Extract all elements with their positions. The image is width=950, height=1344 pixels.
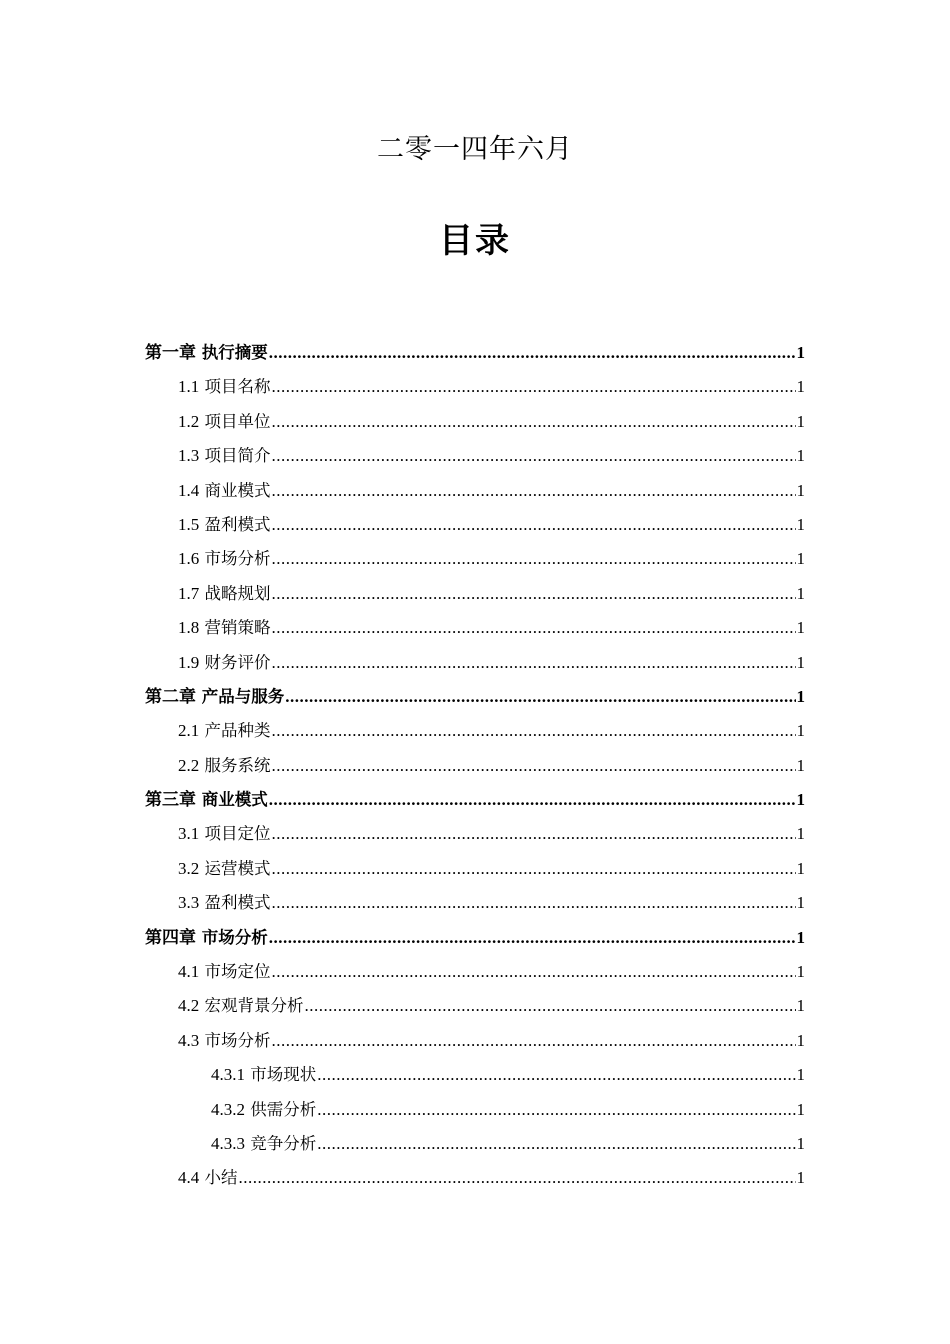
toc-entry-number: 4.4 <box>178 1168 200 1188</box>
toc-entry-title: 盈利模式 <box>204 893 271 913</box>
toc-entry-label <box>145 921 268 955</box>
toc-section-entry[interactable] <box>145 817 805 851</box>
toc-section-entry[interactable] <box>145 646 805 680</box>
toc-chapter-entry[interactable] <box>145 783 805 817</box>
toc-page-number: 1 <box>796 1133 805 1153</box>
toc-entry-number: 2.1 <box>178 721 200 741</box>
toc-dot-leader <box>272 817 796 851</box>
toc-chapter-entry[interactable] <box>145 921 805 955</box>
toc-entry-title: 商业模式 <box>201 790 268 810</box>
toc-page-number: 1 <box>796 480 805 500</box>
toc-section-entry[interactable] <box>145 405 805 439</box>
toc-entry-number: 1.9 <box>178 652 200 672</box>
toc-entry-label <box>178 405 271 439</box>
toc-entry-number: 4.1 <box>178 962 200 982</box>
table-of-contents <box>145 336 805 1196</box>
toc-entry-number: 1.4 <box>178 480 200 500</box>
toc-dot-leader <box>272 577 796 611</box>
toc-entry-title: 市场现状 <box>250 1065 317 1085</box>
toc-section-entry[interactable] <box>145 1093 805 1127</box>
toc-entry-label <box>178 542 271 576</box>
toc-entry-number: 4.3.2 <box>211 1099 245 1119</box>
toc-entry-label <box>178 817 271 851</box>
toc-dot-leader <box>272 611 796 645</box>
toc-page-number: 1 <box>796 1168 805 1188</box>
toc-entry-number: 第一章 <box>145 343 196 362</box>
toc-dot-leader <box>272 749 796 783</box>
toc-dot-leader <box>317 1127 795 1161</box>
toc-dot-leader <box>272 646 796 680</box>
toc-dot-leader <box>317 1058 795 1092</box>
toc-dot-leader <box>269 336 796 370</box>
toc-entry-number: 1.8 <box>178 618 200 638</box>
toc-page-number: 1 <box>796 893 805 913</box>
toc-dot-leader <box>272 852 796 886</box>
toc-entry-label <box>178 1024 271 1058</box>
toc-entry-label <box>211 1093 316 1127</box>
toc-dot-leader <box>269 921 796 955</box>
toc-entry-label <box>145 336 268 370</box>
toc-entry-title: 盈利模式 <box>204 514 271 534</box>
toc-section-entry[interactable] <box>145 852 805 886</box>
toc-section-entry[interactable] <box>145 955 805 989</box>
toc-page-number: 1 <box>796 824 805 844</box>
toc-section-entry[interactable] <box>145 439 805 473</box>
toc-page-number: 1 <box>796 721 805 741</box>
toc-entry-title: 市场分析 <box>204 1030 271 1050</box>
toc-page-number: 1 <box>796 996 805 1016</box>
toc-entry-title: 小结 <box>204 1168 238 1188</box>
toc-entry-number: 1.1 <box>178 377 200 397</box>
toc-page-number: 1 <box>796 583 805 603</box>
toc-section-entry[interactable] <box>145 611 805 645</box>
toc-entry-title: 项目名称 <box>204 377 271 397</box>
toc-entry-number: 1.5 <box>178 514 200 534</box>
toc-page-number: 1 <box>796 858 805 878</box>
toc-entry-label <box>178 749 271 783</box>
toc-section-entry[interactable] <box>145 1024 805 1058</box>
toc-entry-number: 1.2 <box>178 411 200 431</box>
toc-entry-number: 4.3 <box>178 1030 200 1050</box>
toc-entry-label <box>145 680 284 714</box>
toc-dot-leader <box>272 886 796 920</box>
toc-entry-label <box>145 783 268 817</box>
toc-dot-leader <box>285 680 795 714</box>
toc-entry-number: 第二章 <box>145 686 196 706</box>
toc-page-number: 1 <box>796 514 805 534</box>
toc-entry-number: 第三章 <box>145 790 196 810</box>
toc-entry-title: 供需分析 <box>250 1099 317 1119</box>
toc-entry-title: 战略规划 <box>204 583 271 603</box>
toc-entry-number: 第四章 <box>145 927 196 947</box>
toc-entry-title: 商业模式 <box>204 480 271 500</box>
toc-section-entry[interactable] <box>145 474 805 508</box>
toc-entry-title: 执行摘要 <box>201 343 268 362</box>
toc-section-entry[interactable] <box>145 1058 805 1092</box>
toc-entry-number: 1.7 <box>178 583 200 603</box>
toc-entry-label <box>178 646 271 680</box>
toc-page-number: 1 <box>796 446 805 466</box>
toc-section-entry[interactable] <box>145 1161 805 1195</box>
toc-entry-title: 市场分析 <box>201 927 268 947</box>
toc-page-number: 1 <box>796 377 805 397</box>
toc-section-entry[interactable] <box>145 370 805 404</box>
toc-dot-leader <box>272 508 796 542</box>
toc-entry-title: 宏观背景分析 <box>204 996 304 1016</box>
toc-entry-title: 项目定位 <box>204 824 271 844</box>
toc-page-number: 1 <box>796 411 805 431</box>
toc-entry-title: 项目单位 <box>204 411 271 431</box>
document-date: 二零一四年六月 <box>377 134 573 165</box>
toc-entry-label <box>178 955 271 989</box>
toc-page-number: 1 <box>796 652 805 672</box>
toc-entry-label <box>211 1127 316 1161</box>
toc-entry-label <box>178 852 271 886</box>
toc-section-entry[interactable] <box>145 886 805 920</box>
toc-section-entry[interactable] <box>145 577 805 611</box>
toc-page-number: 1 <box>796 1030 805 1050</box>
toc-entry-number: 2.2 <box>178 755 200 775</box>
toc-dot-leader <box>269 783 796 817</box>
toc-entry-label <box>178 611 271 645</box>
toc-chapter-entry[interactable] <box>145 680 805 714</box>
toc-entry-title: 项目简介 <box>204 446 271 466</box>
toc-entry-label <box>178 439 271 473</box>
toc-entry-number: 4.3.1 <box>211 1065 245 1085</box>
toc-dot-leader <box>305 989 796 1023</box>
toc-entry-number: 3.3 <box>178 893 200 913</box>
toc-dot-leader <box>272 439 796 473</box>
toc-entry-title: 营销策略 <box>204 618 271 638</box>
toc-dot-leader <box>272 1024 796 1058</box>
toc-page-number: 1 <box>796 1065 805 1085</box>
toc-dot-leader <box>272 714 796 748</box>
toc-entry-title: 竞争分析 <box>250 1133 317 1153</box>
toc-dot-leader <box>272 542 796 576</box>
toc-entry-label <box>178 508 271 542</box>
toc-entry-label <box>178 474 271 508</box>
toc-dot-leader <box>272 955 796 989</box>
toc-page-number: 1 <box>796 927 805 947</box>
toc-entry-label <box>178 1161 238 1195</box>
toc-entry-title: 产品种类 <box>204 721 271 741</box>
toc-page-number: 1 <box>796 962 805 982</box>
toc-entry-label <box>211 1058 316 1092</box>
toc-dot-leader <box>272 474 796 508</box>
toc-dot-leader <box>272 370 796 404</box>
toc-dot-leader <box>239 1161 796 1195</box>
toc-entry-number: 1.3 <box>178 446 200 466</box>
toc-section-entry[interactable] <box>145 989 805 1023</box>
toc-page-number: 1 <box>796 549 805 569</box>
toc-page-number: 1 <box>796 755 805 775</box>
toc-page-number: 1 <box>796 618 805 638</box>
toc-section-entry[interactable] <box>145 542 805 576</box>
toc-dot-leader <box>317 1093 795 1127</box>
toc-entry-title: 市场分析 <box>204 549 271 569</box>
toc-page-number: 1 <box>796 343 805 362</box>
toc-entry-title: 市场定位 <box>204 962 271 982</box>
toc-entry-number: 3.1 <box>178 824 200 844</box>
toc-title: 目录 <box>439 221 511 261</box>
toc-entry-label <box>178 370 271 404</box>
toc-section-entry[interactable] <box>145 1127 805 1161</box>
toc-entry-number: 3.2 <box>178 858 200 878</box>
toc-entry-number: 1.6 <box>178 549 200 569</box>
toc-entry-title: 服务系统 <box>204 755 271 775</box>
toc-chapter-entry[interactable] <box>145 336 805 370</box>
toc-section-entry[interactable] <box>145 714 805 748</box>
toc-entry-title: 运营模式 <box>204 858 271 878</box>
toc-entry-title: 财务评价 <box>204 652 271 672</box>
toc-section-entry[interactable] <box>145 749 805 783</box>
toc-entry-number: 4.3.3 <box>211 1133 245 1153</box>
toc-page-number: 1 <box>796 1099 805 1119</box>
toc-page-number: 1 <box>796 790 805 810</box>
toc-entry-label <box>178 714 271 748</box>
toc-entry-number: 4.2 <box>178 996 200 1016</box>
toc-section-entry[interactable] <box>145 508 805 542</box>
toc-entry-title: 产品与服务 <box>201 686 285 706</box>
toc-page-number: 1 <box>796 686 805 706</box>
toc-entry-label <box>178 886 271 920</box>
toc-dot-leader <box>272 405 796 439</box>
toc-entry-label <box>178 577 271 611</box>
toc-entry-label <box>178 989 304 1023</box>
